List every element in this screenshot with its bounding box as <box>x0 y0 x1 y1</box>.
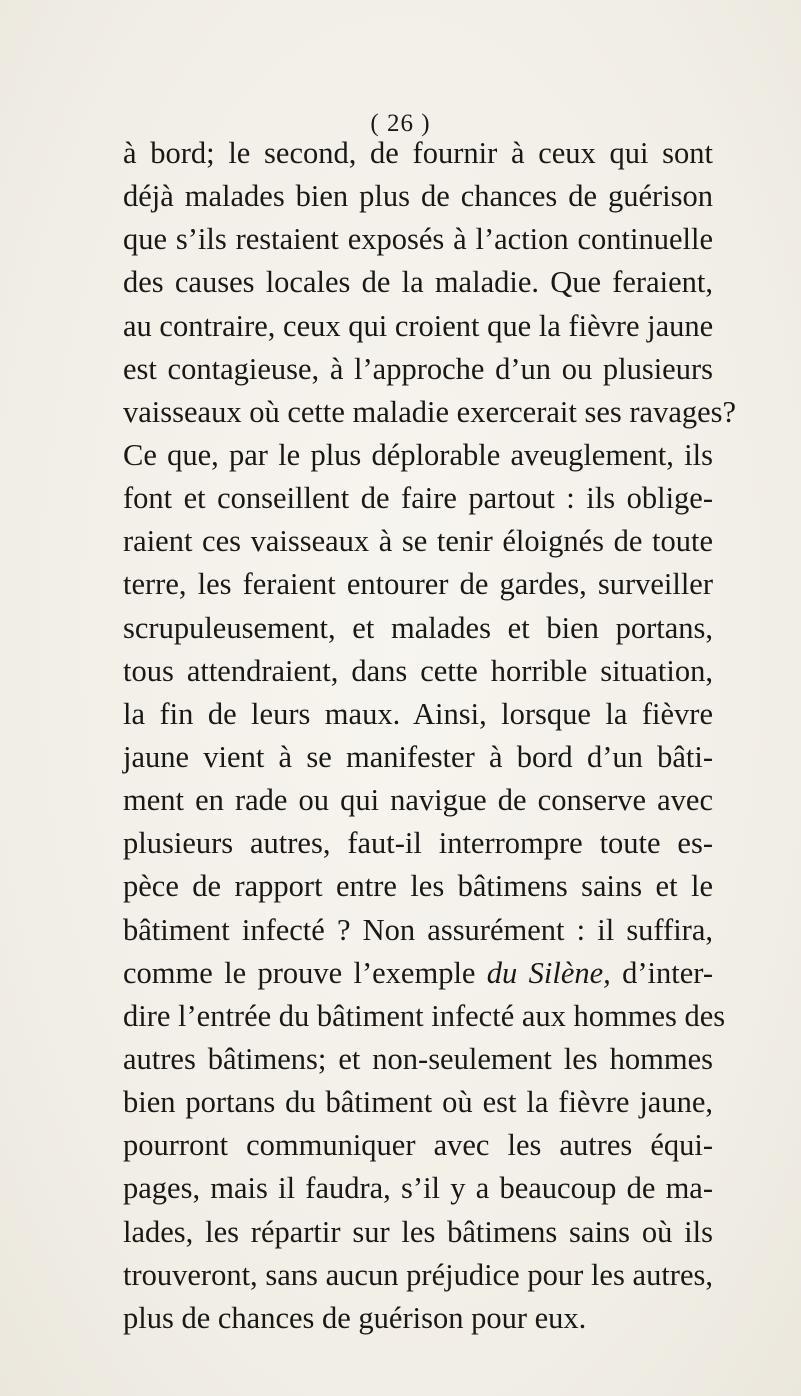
body-text <box>123 132 737 1340</box>
text-line: tous attendraient, dans cette horrible situation, <box>123 653 713 688</box>
text-line: font et conseillent de faire partout : ils oblige- <box>123 481 713 516</box>
text-line: scrupuleusement, et malades et bien portans, <box>123 610 713 645</box>
text-line: pages, mais il faudra, s’il y a beaucoup de ma- <box>123 1171 713 1206</box>
text-line-last: plus de chances de guérison pour eux. <box>123 1300 587 1335</box>
text-line: est contagieuse, à l’approche d’un ou plusieurs <box>123 351 713 386</box>
text-line-with-italic <box>123 952 713 995</box>
page-number: ( 26 ) <box>370 110 431 137</box>
text-line: déjà malades bien plus de chances de guérison <box>123 179 713 214</box>
text-line: que s’ils restaient exposés à l’action continuelle <box>123 222 713 257</box>
text-line: pourront communiquer avec les autres équi- <box>123 1128 713 1163</box>
text-line: bien portans du bâtiment où est la fièvre jaune, <box>123 1085 713 1120</box>
text-line: pèce de rapport entre les bâtimens sains et le <box>123 869 713 904</box>
text-line: lades, les répartir sur les bâtimens sains où ils <box>123 1214 713 1249</box>
text-line: au contraire, ceux qui croient que la fièvre jaune <box>123 308 714 343</box>
text-line: à bord; le second, de fournir à ceux qui sont <box>123 136 713 170</box>
text-line: ment en rade ou qui navigue de conserve avec <box>123 783 713 818</box>
text-line: trouveront, sans aucun préjudice pour les autres, <box>123 1257 713 1292</box>
text-line: bâtiment infecté ? Non assurément : il suffira, <box>123 912 713 947</box>
text-segment: comme le prouve l’exemple <box>123 955 487 990</box>
text-line: plusieurs autres, faut-il interrompre toute es- <box>123 826 713 861</box>
text-line: la fin de leurs maux. Ainsi, lorsque la fièvre <box>123 696 713 731</box>
text-line: Ce que, par le plus déplorable aveuglement, ils <box>123 437 713 472</box>
text-line: raient ces vaisseaux à se tenir éloignés de toute <box>123 524 713 559</box>
text-line: autres bâtimens; et non-seulement les hommes <box>123 1041 713 1076</box>
text-line: terre, les feraient entourer de gardes, surveiller <box>123 567 713 602</box>
text-line: jaune vient à se manifester à bord d’un bâti- <box>123 739 713 774</box>
text-line: des causes locales de la maladie. Que feraient, <box>123 265 713 300</box>
text-line: dire l’entrée du bâtiment infecté aux hommes des <box>123 998 726 1033</box>
text-line: vaisseaux où cette maladie exercerait ses ravages? <box>123 394 737 429</box>
italic-ship-name: du Silène, <box>486 955 611 990</box>
text-segment: d’inter- <box>610 955 713 990</box>
